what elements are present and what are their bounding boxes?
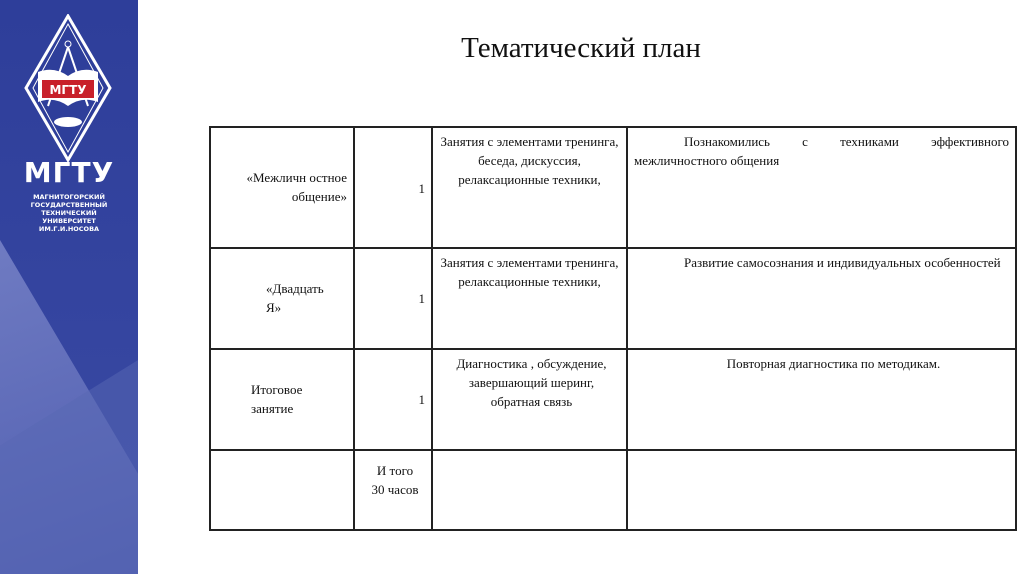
sidebar-banner <box>0 0 138 574</box>
table-cell-form <box>431 449 628 531</box>
university-emblem-icon <box>24 14 112 162</box>
table-cell-form: Диагностика , обсуждение, завершающий шеринг, обратная связь <box>431 348 628 451</box>
table-cell-hours: 1 <box>353 247 433 350</box>
table-cell-topic: «Двадцать Я» <box>209 247 355 350</box>
table-cell-topic <box>209 449 355 531</box>
table-cell-form: Занятия с элементами тренинга, беседа, дискуссия, релаксационные техники, <box>431 126 628 249</box>
table-cell-topic: Итоговое занятие <box>209 348 355 451</box>
table-cell-result: Познакомились с техниками эффективного межличностного общения <box>626 126 1017 249</box>
table-cell-form: Занятия с элементами тренинга, релаксационные техники, <box>431 247 628 350</box>
table-cell-hours-total: И того 30 часов <box>353 449 433 531</box>
university-name: МГТУ МАГНИТОГОРСКИЙ ГОСУДАРСТВЕННЫЙ ТЕХНИЧЕСКИЙ УНИВЕРСИТЕТ ИМ.Г.И.НОСОВА <box>23 156 115 233</box>
table-cell-hours: 1 <box>353 348 433 451</box>
page-title: Тематический план <box>461 32 701 64</box>
table-cell-topic: «Межличн остное общение» <box>209 126 355 249</box>
table-cell-hours: 1 <box>353 126 433 249</box>
table-cell-result: Развитие самосознания и индивидуальных особенностей <box>626 247 1017 350</box>
table-cell-result: Повторная диагностика по методикам. <box>626 348 1017 451</box>
svg-text:МГТУ: МГТУ <box>49 83 87 97</box>
table-cell-result <box>626 449 1017 531</box>
